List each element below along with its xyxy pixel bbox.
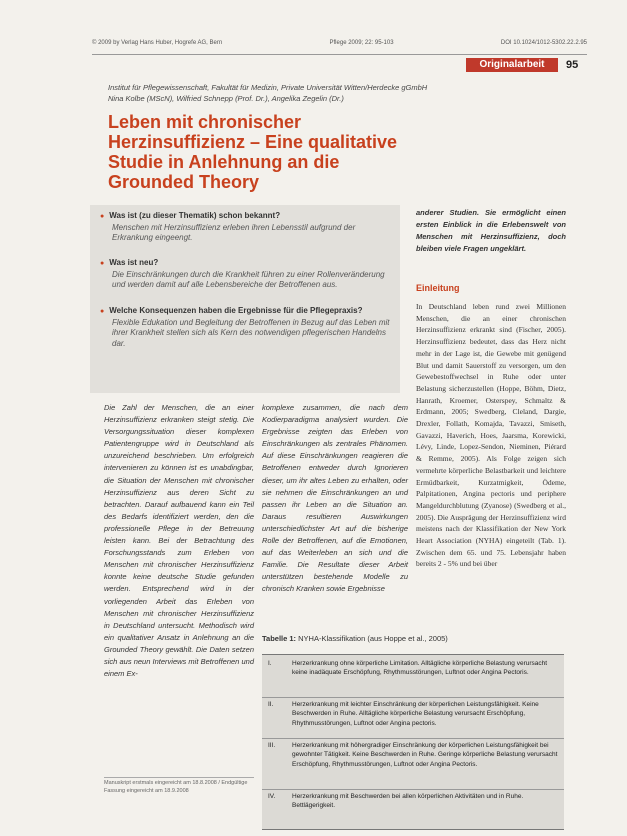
summary-question: ● Was ist neu?: [100, 258, 390, 270]
nyha-description: Herzerkrankung mit leichter Einschränkung der körperlichen Leistungsfähigkeit. Keine Beschwerden in Ruhe. Alltägliche körperliche Belastung verursacht Erschöpfung, Rhythmusstörungen, Luftnot oder Angina pectoris.: [292, 701, 539, 727]
summary-question: ● Welche Konsequenzen haben die Ergebnisse für die Pflegepraxis?: [100, 306, 390, 318]
copyright-line: © 2009 by Verlag Hans Huber, Hogrefe AG, Bern: [92, 40, 223, 46]
doi-line: DOI 10.1024/1012-5302.22.2.95: [500, 40, 587, 46]
introduction-text: In Deutschland leben rund zwei Millionen Menschen, die an einer chronischen Herzinsuffizienz erkrankt sind (Fischer, 2005). Herzinsuffizienz bedeutet, dass das Herz nicht mehr in der Lage ist, die Gewebe mit genügend Blut und damit Sauerstoff zu versorgen, um den Gewebestoffwechsel in Ruhe oder unter Belastung sicherzustellen (Hoppe, Böhm, Dietz, Hanrath, Kroemer, Osterspey, Schmaltz & Erdmann, 2005; Swedberg, Cleland, Dargie, Drexler, Follath, Komajda, Tavazzi, Smiseth, Gavazzi, Haverich, Hoes, Jaarsma, Korewicki, Lévy, Linde, Lopez-Sendon, Nieminen, Piérard & Remme, 2005). Als Folge zeigen sich vermehrte körperliche Belastbarkeit und leichtere Ermüdbarkeit, Kurzatmigkeit, Ödeme, Palpitationen, Angina pectoris und periphere Mangeldurchblutung (Zyanose) (Swedberg et al., 2005). Die Ausprägung der Herzinsuffizienz wird meistens nach der Klassifikation der New York Heart Association (NYHA) eingeteilt (Tab. 1). Zwischen dem 65. und 75. Lebensjahr haben bereits 2 - 5% und bei über: [416, 302, 566, 569]
table-row: [262, 659, 564, 698]
abstract-right-column: anderer Studien. Sie ermöglicht einen ersten Einblick in die Erlebenswelt von Menschen mit Herzinsuffizienz, doch bleiben viele Fragen ungeklärt.: [416, 208, 566, 254]
nyha-description: Herzerkrankung mit höhergradiger Einschränkung der körperlichen Leistungsfähigkeit bei gewohnter Tätigkeit. Keine Beschwerden in Ruhe. Geringe körperliche Belastung verursacht Erschöpfung, Rhythmusstörungen, Luftnot oder Angina Pectoris.: [292, 742, 558, 768]
table-caption: [262, 634, 562, 643]
table-row: [262, 792, 564, 816]
nyha-description: Herzerkrankung mit Beschwerden bei allen körperlichen Aktivitäten und in Ruhe. Bettlägerigkeit.: [292, 793, 524, 810]
table-title: NYHA-Klassifikation (aus Hoppe et al., 2005): [298, 634, 448, 643]
summary-answer: Flexible Edukation und Begleitung der Betroffenen in Bezug auf das Leben mit ihrer Krankheit stellen sich als Kern des notwendigen pflegerischen Handelns dar.: [112, 317, 390, 348]
summary-item: [100, 211, 390, 244]
nyha-class: IV.: [268, 793, 276, 800]
table-row: [262, 700, 564, 739]
journal-citation: Pflege 2009; 22: 95-103: [329, 40, 394, 46]
summary-answer: Die Einschränkungen durch die Krankheit führen zu einer Rollenveränderung und werden damit auf alle Lebensbereiche der Betroffenen aus.: [112, 269, 385, 289]
nyha-class: II.: [268, 701, 274, 708]
table-row: [262, 741, 564, 790]
section-heading-einleitung: Einleitung: [416, 283, 460, 293]
summary-item: [100, 258, 390, 291]
section-badge: Originalarbeit: [466, 58, 558, 72]
affiliation: Institut für Pflegewissenschaft, Fakultät für Medizin, Private Universität Witten/Herdecke gGmbH: [108, 83, 428, 92]
manuscript-footnote: Manuskript erstmals eingereicht am 18.8.2008 / Endgültige Fassung eingereicht am 18.9.2008: [104, 777, 254, 795]
summary-question: ● Was ist (zu dieser Thematik) schon bekannt?: [100, 211, 390, 223]
nyha-description: Herzerkrankung ohne körperliche Limitation. Alltägliche körperliche Belastung verursacht keine inadäquate Erschöpfung, Rhythmusstörungen, Luftnot oder Angina Pectoris.: [292, 660, 548, 677]
nyha-table: [262, 654, 564, 830]
summary-item: [100, 306, 390, 349]
nyha-class: I.: [268, 660, 272, 667]
author-block: [108, 83, 558, 104]
running-header: [92, 40, 587, 46]
author-names: Nina Kolbe (MScN), Wilfried Schnepp (Prof. Dr.), Angelika Zegelin (Dr.): [108, 93, 344, 103]
table-label: Tabelle 1:: [262, 634, 297, 643]
abstract-middle-column: komplexe zusammen, die nach dem Kodierparadigma analysiert wurden. Die Ergebnisse zeigten das Erleben von Einschränkungen als zentrales Phänomen. Auf diese Einschränkungen reagieren die Betroffenen entweder durch Ignorieren dieser, um ihr altes Leben zu erhalten, oder sie nehmen die Einschränkungen an und passen ihr Leben an die Situation an. Daraus resultieren Auswirkungen unterschiedlichster Art auf die bisherige Rolle der Betroffenen, auf die Emotionen, auf das Weiterleben an sich und die Familie. Die Resultate dieser Arbeit unterstützen bestehende Modelle zu chronisch Kranken sowie Ergebnisse: [262, 403, 408, 594]
summary-answer: Menschen mit Herzinsuffizienz erleben ihren Lebensstil aufgrund der Erkrankung eingeengt.: [112, 222, 356, 242]
abstract-left-column: Die Zahl der Menschen, die an einer Herzinsuffizienz erkranken steigt stetig. Die Versorgungssituation dieser komplexen Patientengruppe wird in Deutschland als unzureichend beschrieben. Um erfolgreich intervenieren zu können ist es unabdingbar, die Situation der Menschen mit chronischer Herzinsuffizienz aus deren Sicht zu betrachten. Darauf aufbauend kann ein Teil des Bedarfs identifiziert werden, den die professionelle Pflege in der Betreuung leisten kann. Bei der Betrachtung des Forschungsstands zum Erleben von Menschen mit chronischer Herzinsuffizienz konnte keine deutsche Studie gefunden werden. Entsprechend wird in der vorliegenden Arbeit das Erleben von Menschen mit chronischer Herzinsuffizienz in Deutschland untersucht. Methodisch wird ein qualitativer Ansatz in Anlehnung an die Grounded Theory gewählt. Die Daten setzen sich aus neun Interviews mit Betroffenen und einem Ex-: [104, 403, 254, 679]
header-rule: [92, 54, 587, 55]
article-title: Leben mit chronischer Herzinsuffizienz – Eine qualitative Studie in Anlehnung an die Grounded Theory: [108, 112, 398, 192]
page-number: 95: [566, 59, 579, 71]
nyha-class: III.: [268, 742, 276, 749]
